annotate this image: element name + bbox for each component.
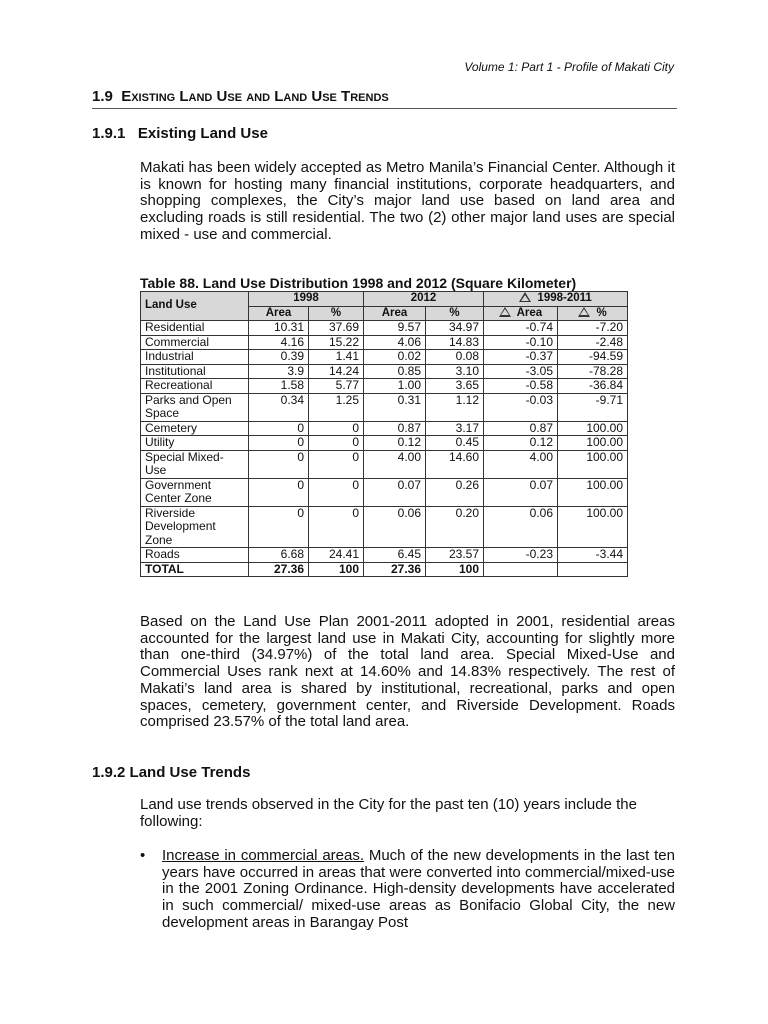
cell-p98: 0: [309, 478, 364, 506]
cell-p98: 5.77: [309, 379, 364, 394]
cell-p98: 37.69: [309, 321, 364, 336]
cell-da: -0.37: [484, 350, 558, 365]
cell-a12: 27.36: [364, 562, 426, 577]
land-use-name: Parks and Open Space: [141, 393, 249, 421]
cell-dp: 100.00: [558, 506, 628, 548]
cell-p12: 0.45: [426, 436, 484, 451]
cell-p12: 14.60: [426, 450, 484, 478]
cell-a98: 6.68: [249, 548, 309, 563]
cell-a98: 0: [249, 478, 309, 506]
cell-da: [484, 562, 558, 577]
table-row: [141, 436, 628, 451]
cell-a12: 0.87: [364, 421, 426, 436]
bullet-body: Much of the new developments in the last ten years have occurred in areas that were converted into commercial/mixed-use in the 2001 Zoning Ordinance. High-density developments have accelerated in such commercial/ mixed-use areas as Bonifacio Global City, the new development areas in Barangay Post: [162, 847, 675, 931]
cell-p98: 0: [309, 436, 364, 451]
cell-dp: -2.48: [558, 335, 628, 350]
page-header: Volume 1: Part 1 - Profile of Makati City: [464, 60, 674, 74]
table-row: [141, 364, 628, 379]
cell-a98: 0: [249, 421, 309, 436]
subsection-heading-2: [92, 764, 250, 781]
cell-p98: 0: [309, 506, 364, 548]
header-pct: %: [426, 306, 484, 321]
cell-da: 0.07: [484, 478, 558, 506]
table-total-row: [141, 562, 628, 577]
land-use-name: Commercial: [141, 335, 249, 350]
subsection-title: Existing Land Use: [137, 125, 268, 142]
cell-a12: 0.02: [364, 350, 426, 365]
cell-p12: 34.97: [426, 321, 484, 336]
delta-icon: [499, 307, 511, 317]
cell-dp: -3.44: [558, 548, 628, 563]
cell-a98: 1.58: [249, 379, 309, 394]
cell-p12: 0.26: [426, 478, 484, 506]
land-use-name: Utility: [141, 436, 249, 451]
land-use-name: Industrial: [141, 350, 249, 365]
subsection-number: 1.9.1: [92, 125, 126, 142]
cell-p98: 1.25: [309, 393, 364, 421]
table-row: [141, 350, 628, 365]
table-row: [141, 450, 628, 478]
cell-p98: 0: [309, 450, 364, 478]
cell-a12: 9.57: [364, 321, 426, 336]
cell-da: 0.06: [484, 506, 558, 548]
cell-p98: 1.41: [309, 350, 364, 365]
cell-dp: [558, 562, 628, 577]
cell-p98: 0: [309, 421, 364, 436]
intro-paragraph: Makati has been widely accepted as Metro Manila’s Financial Center. Although it is known for hosting many financial institutions, corporate headquarters, and shopping complexes, the City’s major land use based on land area and excluding roads is still residential. The two (2) other major land uses are special mixed - use and commercial.: [140, 159, 675, 243]
land-use-name: Riverside Development Zone: [141, 506, 249, 548]
cell-p12: 3.10: [426, 364, 484, 379]
header-land-use: Land Use: [141, 292, 249, 321]
header-change: 1998-2011: [484, 292, 628, 307]
land-use-table: [140, 291, 628, 577]
cell-a12: 6.45: [364, 548, 426, 563]
cell-dp: 100.00: [558, 421, 628, 436]
land-use-name: Cemetery: [141, 421, 249, 436]
cell-da: 0.12: [484, 436, 558, 451]
cell-p12: 3.17: [426, 421, 484, 436]
land-use-name: TOTAL: [141, 562, 249, 577]
cell-a12: 4.00: [364, 450, 426, 478]
cell-p12: 14.83: [426, 335, 484, 350]
cell-da: 4.00: [484, 450, 558, 478]
delta-icon: [578, 307, 590, 317]
bullet-text: [162, 848, 675, 932]
cell-p98: 100: [309, 562, 364, 577]
cell-dp: 100.00: [558, 450, 628, 478]
land-use-name: Residential: [141, 321, 249, 336]
cell-a12: 0.85: [364, 364, 426, 379]
header-2012: 2012: [364, 292, 484, 307]
cell-a12: 0.06: [364, 506, 426, 548]
table-row: [141, 321, 628, 336]
cell-p12: 0.08: [426, 350, 484, 365]
section-title: Existing Land Use and Land Use Trends: [121, 88, 389, 105]
subsection-title: Land Use Trends: [129, 764, 251, 781]
cell-dp: -78.28: [558, 364, 628, 379]
cell-a98: 0: [249, 436, 309, 451]
cell-p12: 0.20: [426, 506, 484, 548]
section-number: 1.9: [92, 88, 113, 105]
cell-a98: 0: [249, 450, 309, 478]
land-use-name: Government Center Zone: [141, 478, 249, 506]
header-delta-pct: %: [558, 306, 628, 321]
cell-da: -3.05: [484, 364, 558, 379]
header-area: Area: [249, 306, 309, 321]
header-1998: 1998: [249, 292, 364, 307]
cell-p98: 24.41: [309, 548, 364, 563]
cell-p98: 14.24: [309, 364, 364, 379]
cell-a12: 1.00: [364, 379, 426, 394]
cell-p98: 15.22: [309, 335, 364, 350]
cell-a98: 4.16: [249, 335, 309, 350]
table-caption: Table 88. Land Use Distribution 1998 and 2012 (Square Kilometer): [140, 275, 577, 291]
cell-a98: 0.39: [249, 350, 309, 365]
cell-a98: 0.34: [249, 393, 309, 421]
cell-da: -0.74: [484, 321, 558, 336]
table-row: [141, 393, 628, 421]
subsection-heading-1: [92, 125, 268, 142]
land-use-name: Recreational: [141, 379, 249, 394]
table-row: [141, 421, 628, 436]
land-use-name: Roads: [141, 548, 249, 563]
land-use-name: Special Mixed-Use: [141, 450, 249, 478]
cell-p12: 100: [426, 562, 484, 577]
cell-dp: -94.59: [558, 350, 628, 365]
table-row: [141, 548, 628, 563]
cell-a98: 3.9: [249, 364, 309, 379]
cell-da: -0.10: [484, 335, 558, 350]
section-heading: [92, 88, 677, 109]
cell-a98: 27.36: [249, 562, 309, 577]
cell-dp: -7.20: [558, 321, 628, 336]
cell-a12: 0.31: [364, 393, 426, 421]
analysis-paragraph: Based on the Land Use Plan 2001-2011 adopted in 2001, residential areas accounted for the largest land use in Makati City, accounting for slightly more than one-third (34.97%) of the total land area. Special Mixed-Use and Commercial Uses rank next at 14.60% and 14.83% respectively. The rest of Makati’s land area is shared by institutional, recreational, parks and open spaces, cemetery, government center, and Riverside Development. Roads comprised 23.57% of the total land area.: [140, 613, 675, 731]
cell-a98: 10.31: [249, 321, 309, 336]
cell-a12: 0.07: [364, 478, 426, 506]
bullet-icon: •: [140, 847, 146, 864]
cell-p12: 3.65: [426, 379, 484, 394]
delta-icon: [519, 292, 531, 302]
cell-a12: 0.12: [364, 436, 426, 451]
cell-p12: 23.57: [426, 548, 484, 563]
cell-dp: -36.84: [558, 379, 628, 394]
bullet-lead: Increase in commercial areas.: [162, 847, 365, 864]
cell-a98: 0: [249, 506, 309, 548]
header-delta-area: Area: [484, 306, 558, 321]
subsection-number: 1.9.2: [92, 764, 126, 781]
land-use-name: Institutional: [141, 364, 249, 379]
cell-dp: -9.71: [558, 393, 628, 421]
header-area: Area: [364, 306, 426, 321]
cell-da: -0.23: [484, 548, 558, 563]
table-row: [141, 506, 628, 548]
cell-da: -0.58: [484, 379, 558, 394]
cell-p12: 1.12: [426, 393, 484, 421]
cell-da: -0.03: [484, 393, 558, 421]
table-row: [141, 335, 628, 350]
trends-intro: Land use trends observed in the City for the past ten (10) years include the following:: [140, 796, 637, 830]
cell-dp: 100.00: [558, 478, 628, 506]
cell-dp: 100.00: [558, 436, 628, 451]
header-pct: %: [309, 306, 364, 321]
table-row: [141, 478, 628, 506]
table-row: [141, 379, 628, 394]
cell-a12: 4.06: [364, 335, 426, 350]
cell-da: 0.87: [484, 421, 558, 436]
